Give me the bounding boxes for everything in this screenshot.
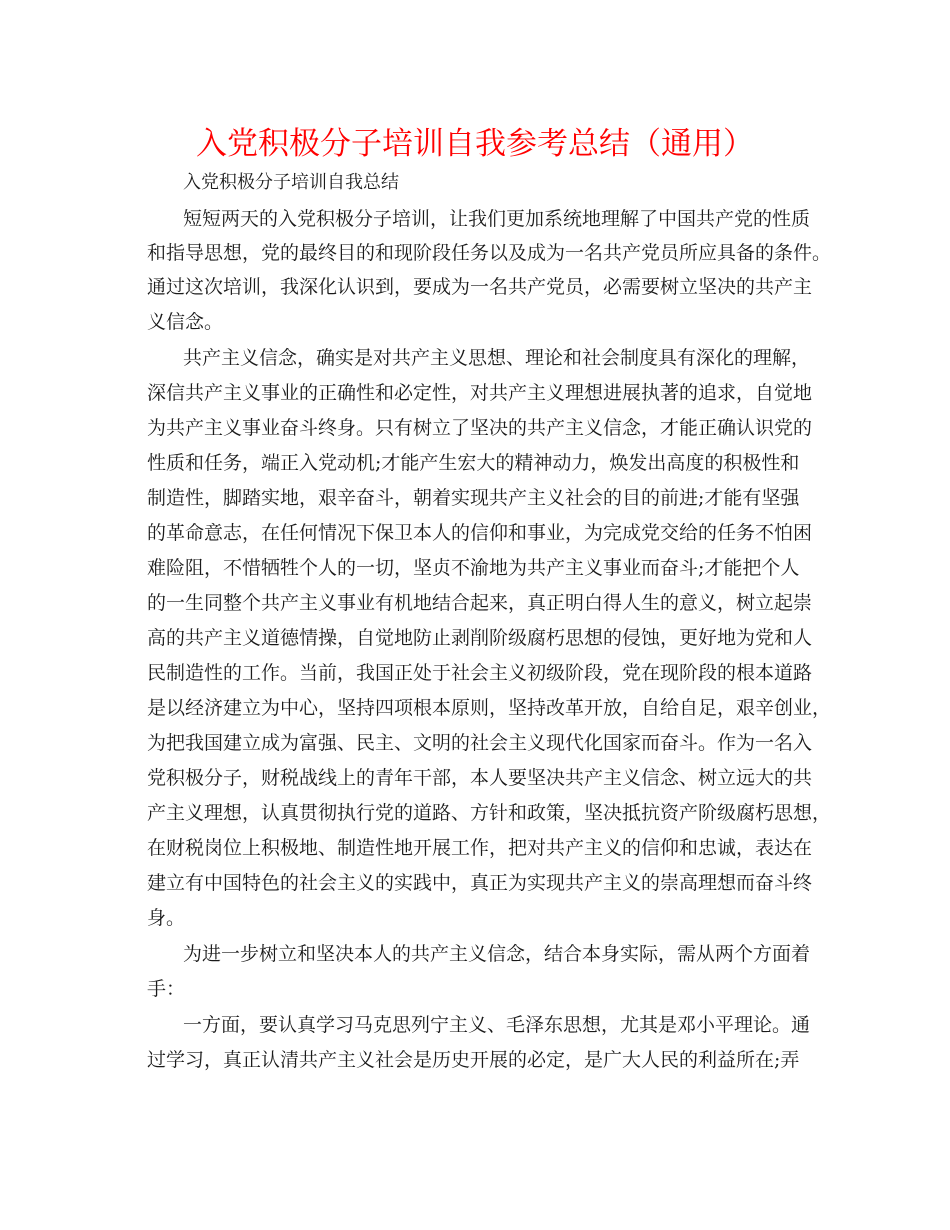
body-line: 短短两天的入党积极分子培训，让我们更加系统地理解了中国共产党的性质 xyxy=(183,208,811,230)
body-line: 通过这次培训，我深化认识到，要成为一名共产党员，必需要树立坚决的共产主 xyxy=(147,276,813,298)
body-line: 产主义理想，认真贯彻执行党的道路、方针和政策，坚决抵抗资产阶级腐朽思想， xyxy=(147,802,832,824)
body-line: 手： xyxy=(147,978,186,1000)
document-subtitle: 入党积极分子培训自我总结 xyxy=(183,172,399,193)
body-line: 义信念。 xyxy=(147,311,224,333)
body-line: 为共产主义事业奋斗终身。只有树立了坚决的共产主义信念，才能正确认识党的 xyxy=(147,417,813,439)
body-line: 在财税岗位上积极地、制造性地开展工作，把对共产主义的信仰和忠诚，表达在 xyxy=(147,837,813,859)
body-line: 民制造性的工作。当前，我国正处于社会主义初级阶段，党在现阶段的根本道路 xyxy=(147,662,813,684)
body-line: 一方面，要认真学习马克思列宁主义、毛泽东思想，尤其是邓小平理论。通 xyxy=(183,1014,811,1036)
body-line: 共产主义信念，确实是对共产主义思想、理论和社会制度具有深化的理解， xyxy=(183,347,811,369)
body-line: 党积极分子，财税战线上的青年干部，本人要坚决共产主义信念、树立远大的共 xyxy=(147,767,813,789)
body-line: 的一生同整个共产主义事业有机地结合起来，真正明白得人生的意义，树立起崇 xyxy=(147,592,813,614)
body-line: 过学习，真正认清共产主义社会是历史开展的必定，是广大人民的利益所在;弄 xyxy=(147,1049,800,1071)
body-line: 性质和任务，端正入党动机;才能产生宏大的精神动力，焕发出高度的积极性和 xyxy=(147,452,800,474)
body-line: 建立有中国特色的社会主义的实践中，真正为实现共产主义的崇高理想而奋斗终 xyxy=(147,872,813,894)
body-line: 高的共产主义道德情操，自觉地防止剥削阶级腐朽思想的侵蚀，更好地为党和人 xyxy=(147,627,813,649)
body-line: 是以经济建立为中心，坚持四项根本原则，坚持改革开放，自给自足，艰辛创业， xyxy=(147,697,832,719)
body-line: 深信共产主义事业的正确性和必定性，对共产主义理想进展执著的追求，自觉地 xyxy=(147,382,813,404)
body-line: 和指导思想，党的最终目的和现阶段任务以及成为一名共产党员所应具备的条件。 xyxy=(147,242,832,264)
body-line: 的革命意志，在任何情况下保卫本人的信仰和事业，为完成党交给的任务不怕困 xyxy=(147,522,813,544)
document-title: 入党积极分子培训自我参考总结（通用） xyxy=(196,126,754,162)
body-line: 制造性，脚踏实地，艰辛奋斗，朝着实现共产主义社会的目的前进;才能有坚强 xyxy=(147,487,800,509)
body-line: 为进一步树立和坚决本人的共产主义信念，结合本身实际，需从两个方面着 xyxy=(183,943,811,965)
body-line: 身。 xyxy=(147,907,186,929)
body-line: 难险阻，不惜牺牲个人的一切，坚贞不渝地为共产主义事业而奋斗;才能把个人 xyxy=(147,557,800,579)
body-line: 为把我国建立成为富强、民主、文明的社会主义现代化国家而奋斗。作为一名入 xyxy=(147,732,813,754)
